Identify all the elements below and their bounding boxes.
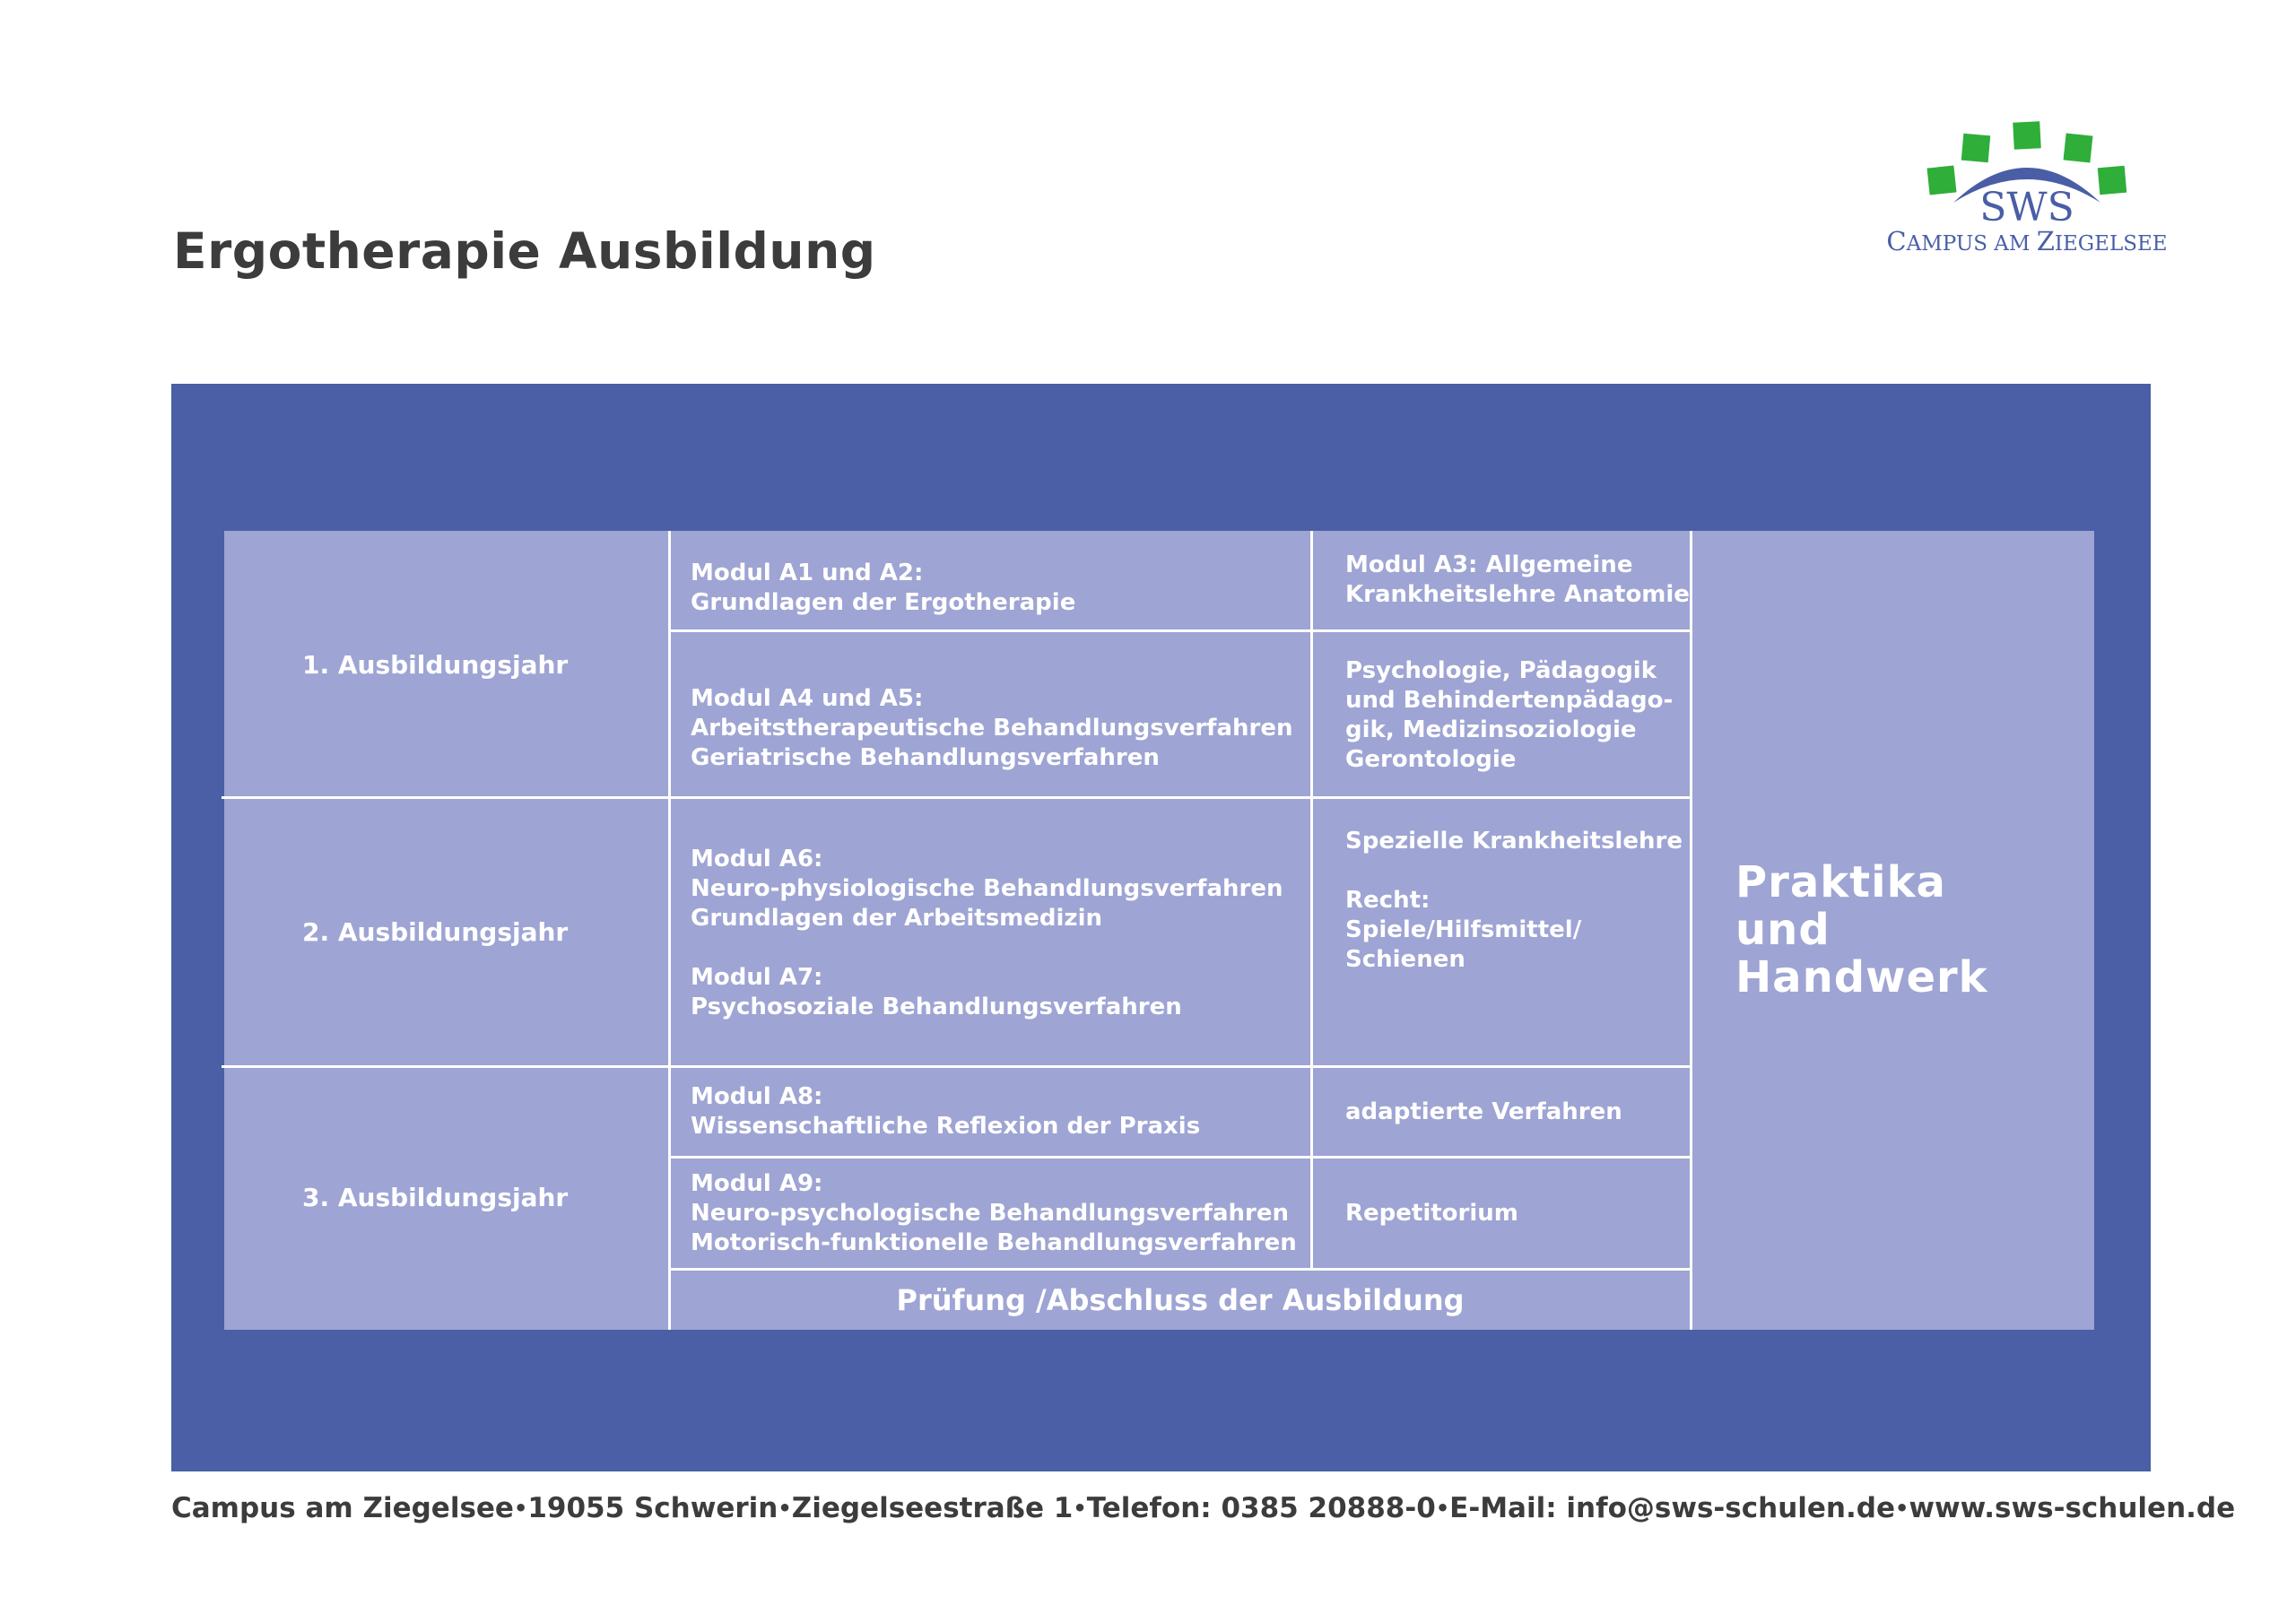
subject-a3: Modul A3: Allgemeine Krankheitslehre Anatomie xyxy=(1345,551,1690,608)
module-a8: Modul A8: Wissenschaftliche Reflexion der Praxis xyxy=(691,1083,1201,1140)
footer-website: www.sws-schulen.de xyxy=(1909,1492,2236,1524)
logo-word: AMPUS AM xyxy=(1906,232,2037,256)
footer-separator: • xyxy=(1435,1496,1450,1521)
year-1-label: 1. Ausbildungsjahr xyxy=(302,649,569,680)
subject-psychology: Psychologie, Pädagogik und Behindertenpädago- gik, Medizinsoziologie Gerontologie xyxy=(1345,656,1674,773)
logo-letter: Z xyxy=(2036,226,2055,256)
divider xyxy=(222,1065,1690,1068)
logo-abbr: SWS xyxy=(1979,185,2074,230)
footer xyxy=(171,1492,2236,1524)
footer-separator: • xyxy=(778,1496,792,1521)
footer-phone: Telefon: 0385 20888-0 xyxy=(1086,1492,1436,1524)
footer-campus: Campus am Ziegelsee xyxy=(171,1492,514,1524)
curriculum-panel xyxy=(171,384,2151,1471)
divider xyxy=(668,1268,1690,1271)
subject-adapted: adaptierte Verfahren xyxy=(1345,1098,1622,1125)
divider xyxy=(668,531,671,1330)
divider xyxy=(1690,531,1692,1330)
footer-separator: • xyxy=(513,1496,528,1521)
footer-email: E-Mail: info@sws-schulen.de xyxy=(1449,1492,1895,1524)
divider xyxy=(668,1156,1690,1159)
page-title: Ergotherapie Ausbildung xyxy=(173,222,876,280)
footer-separator: • xyxy=(1073,1496,1087,1521)
exam-label: Prüfung /Abschluss der Ausbildung xyxy=(896,1282,1465,1317)
subject-repetitorium: Repetitorium xyxy=(1345,1199,1518,1227)
divider xyxy=(668,629,1690,632)
module-a6-a7: Modul A6: Neuro-physiologische Behandlungsverfahren Grundlagen der Arbeitsmedizin Modul A7: Psychosoziale Behandlungsverfahren xyxy=(691,845,1283,1020)
divider xyxy=(222,796,1690,799)
logo-letter: C xyxy=(1886,226,1907,256)
module-a9: Modul A9: Neuro-psychologische Behandlungsverfahren Motorisch-funktionelle Behandlungsverfahren xyxy=(691,1169,1297,1256)
subject-special: Spezielle Krankheitslehre Recht: Spiele/Hilfsmittel/ Schienen xyxy=(1345,827,1683,973)
curriculum-table xyxy=(224,531,2094,1330)
divider xyxy=(1310,531,1313,1271)
logo-word: IEGELSEE xyxy=(2054,232,2168,256)
module-a4-a5: Modul A4 und A5: Arbeitstherapeutische Behandlungsverfahren Geriatrische Behandlungsverfahren xyxy=(691,685,1293,771)
module-a1-a2: Modul A1 und A2: Grundlagen der Ergotherapie xyxy=(691,560,1076,616)
year-3-label: 3. Ausbildungsjahr xyxy=(302,1183,569,1212)
practice-label: Praktika und Handwerk xyxy=(1735,857,1988,1002)
footer-city: 19055 Schwerin xyxy=(527,1492,778,1524)
year-2-label: 2. Ausbildungsjahr xyxy=(302,916,569,947)
logo-campus-name xyxy=(1883,226,2170,256)
footer-street: Ziegelseestraße 1 xyxy=(791,1492,1074,1524)
footer-separator: • xyxy=(1894,1496,1909,1521)
